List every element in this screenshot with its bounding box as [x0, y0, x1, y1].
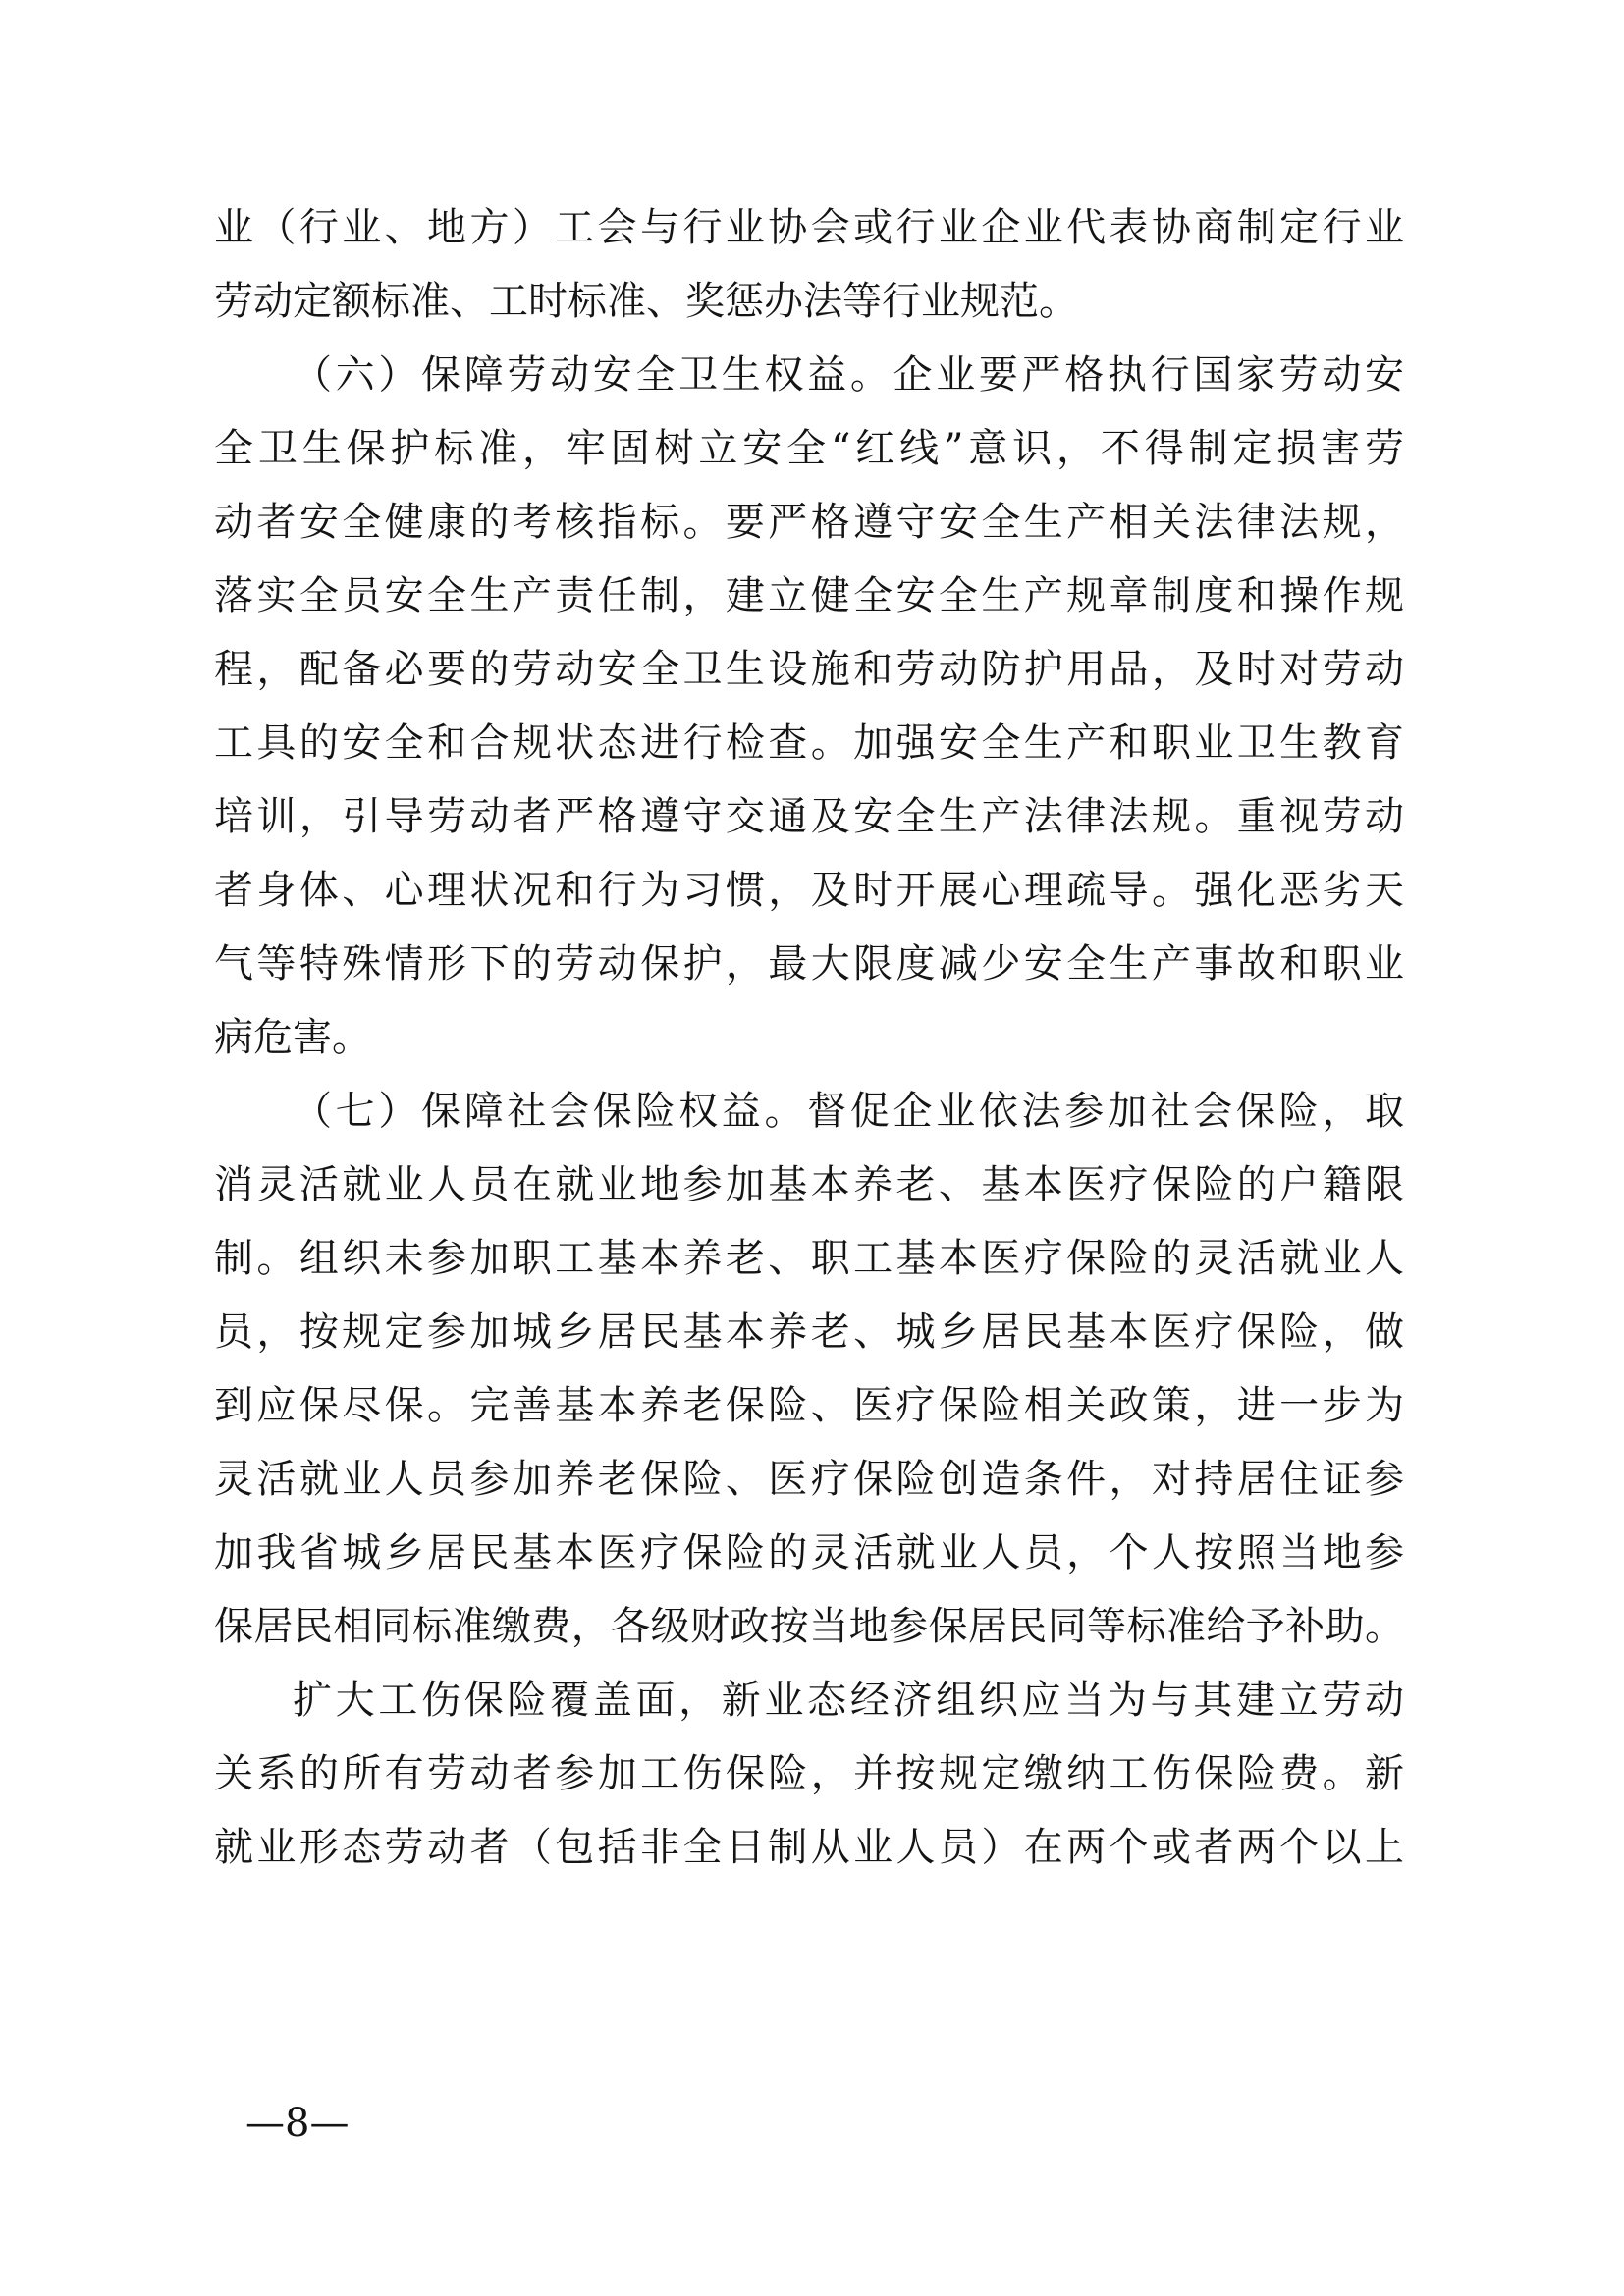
text-line: 工具的安全和合规状态进行检查。加强安全生产和职业卫生教育: [214, 721, 1404, 766]
text-line: 灵活就业人员参加养老保险、医疗保险创造条件，对持居住证参: [214, 1457, 1404, 1502]
section-heading-line: （七）保障社会保险权益。督促企业依法参加社会保险，取: [293, 1089, 1404, 1134]
section-heading-line: （六）保障劳动安全卫生权益。企业要严格执行国家劳动安: [293, 352, 1404, 398]
text-line: 劳动定额标准、工时标准、奖惩办法等行业规范。: [214, 279, 1078, 324]
text-line: 业（行业、地方）工会与行业协会或行业企业代表协商制定行业: [214, 205, 1404, 250]
text-line: 者身体、心理状况和行为习惯，及时开展心理疏导。强化恶劣天: [214, 868, 1404, 913]
text-line: 扩大工伤保险覆盖面，新业态经济组织应当为与其建立劳动: [293, 1678, 1404, 1723]
text-line: 保居民相同标准缴费，各级财政按当地参保居民同等标准给予补助。: [214, 1604, 1404, 1649]
page-number: —8—: [245, 2101, 350, 2146]
text-line: 制。组织未参加职工基本养老、职工基本医疗保险的灵活就业人: [214, 1236, 1404, 1281]
text-line: 员，按规定参加城乡居民基本养老、城乡居民基本医疗保险，做: [214, 1309, 1404, 1355]
text-line: 关系的所有劳动者参加工伤保险，并按规定缴纳工伤保险费。新: [214, 1751, 1404, 1796]
text-line: 落实全员安全生产责任制，建立健全安全生产规章制度和操作规: [214, 573, 1404, 618]
text-line: 动者安全健康的考核指标。要严格遵守安全生产相关法律法规，: [214, 500, 1404, 545]
text-line: 程，配备必要的劳动安全卫生设施和劳动防护用品，及时对劳动: [214, 647, 1404, 692]
text-line: 培训，引导劳动者严格遵守交通及安全生产法律法规。重视劳动: [214, 794, 1404, 839]
text-line: 消灵活就业人员在就业地参加基本养老、基本医疗保险的户籍限: [214, 1162, 1404, 1207]
text-line: 全卫生保护标准，牢固树立安全“红线”意识，不得制定损害劳: [214, 426, 1404, 471]
text-line: 到应保尽保。完善基本养老保险、医疗保险相关政策，进一步为: [214, 1383, 1404, 1428]
text-line: 加我省城乡居民基本医疗保险的灵活就业人员，个人按照当地参: [214, 1530, 1404, 1575]
text-line: 就业形态劳动者（包括非全日制从业人员）在两个或者两个以上: [214, 1825, 1404, 1870]
text-line: 气等特殊情形下的劳动保护，最大限度减少安全生产事故和职业: [214, 941, 1404, 987]
text-line: 病危害。: [214, 1015, 371, 1060]
